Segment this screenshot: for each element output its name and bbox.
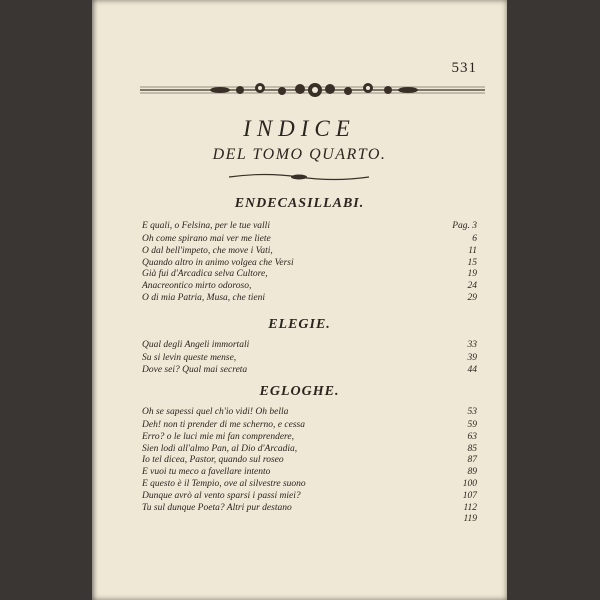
entries-egloghe: [142, 405, 477, 526]
index-subtitle: DEL TOMO QUARTO.: [212, 146, 387, 163]
entry-page-number: Pag. 3: [452, 221, 477, 231]
entry-page-number: 33: [467, 340, 477, 350]
entry-first-line: Qual degli Angeli immortali: [142, 340, 250, 350]
small-divider-ornament: [224, 172, 374, 182]
list-item: [142, 365, 477, 377]
entry-page-number: 11: [468, 245, 477, 256]
entry-page-number: 87: [467, 455, 477, 466]
entry-first-line: Già fui d'Arcadica selva Cultore,: [142, 269, 268, 280]
entry-first-line: Quando altro in animo volgea che Versi: [142, 257, 294, 268]
entry-first-line: Dunque avrò al vento sparsi i passi miei?: [142, 490, 301, 501]
entries-elegie: [142, 338, 477, 377]
entry-page-number: 15: [467, 257, 477, 268]
entry-page-number: 6: [472, 234, 477, 244]
list-item: [142, 338, 477, 353]
list-item: [142, 420, 477, 432]
page-number: 531: [451, 60, 477, 76]
list-item: [142, 293, 477, 305]
entry-page-number: 53: [467, 407, 477, 417]
entry-page-number: 59: [467, 420, 477, 430]
entry-first-line: Su si levin queste mense,: [142, 353, 237, 363]
list-item: [142, 219, 477, 234]
section-heading-endecasillabi: ENDECASILLABI.: [234, 196, 365, 211]
list-item: [142, 353, 477, 365]
index-title: INDICE: [243, 116, 356, 141]
list-item: [142, 405, 477, 420]
entry-page-number: 63: [467, 431, 477, 442]
entry-first-line: Tu sul dunque Poeta? Altri pur destano: [142, 502, 292, 513]
entry-first-line: O di mia Patria, Musa, che tieni: [142, 292, 265, 303]
book-page: [92, 0, 507, 600]
list-item: [142, 246, 477, 258]
list-item: [142, 514, 477, 526]
list-item: [142, 491, 477, 503]
section-heading-egloghe: EGLOGHE.: [259, 384, 340, 399]
entry-first-line: O dal bell'impeto, che move i Vati,: [142, 245, 273, 256]
page-gutter-shadow: [92, 0, 98, 600]
list-item: [142, 258, 477, 270]
entries-endecasillabi: [142, 219, 477, 305]
entry-page-number: 39: [467, 353, 477, 363]
entry-page-number: 85: [467, 443, 477, 454]
list-item: [142, 503, 477, 515]
entry-first-line: Anacreontico mirto odoroso,: [142, 281, 252, 292]
entry-first-line: Io tel dicea, Pastor, quando sul roseo: [142, 455, 284, 466]
entry-page-number: 29: [467, 292, 477, 303]
entry-first-line: E quali, o Felsina, per le tue valli: [142, 221, 270, 231]
entry-first-line: Oh come spirano mai ver me liete: [142, 234, 271, 244]
list-item: [142, 444, 477, 456]
list-item: [142, 432, 477, 444]
entry-page-number: 89: [467, 467, 477, 478]
entry-page-number: 19: [467, 269, 477, 280]
entry-page-number: 100: [462, 478, 477, 489]
entry-first-line: Sien lodi all'almo Pan, al Dio d'Arcadia,: [142, 443, 298, 454]
list-item: [142, 467, 477, 479]
section-heading-elegie: ELEGIE.: [268, 317, 331, 332]
list-item: [142, 269, 477, 281]
entry-first-line: Oh se sapessi quel ch'io vidi! Oh bella: [142, 407, 289, 417]
entry-page-number: 44: [467, 364, 477, 375]
entry-first-line: Erro? o le luci mie mi fan comprendere,: [142, 431, 294, 442]
entry-page-number: 107: [462, 490, 477, 501]
list-item: [142, 455, 477, 467]
list-item: [142, 234, 477, 246]
entry-page-number: 119: [463, 514, 477, 525]
floral-ornament-band: [140, 80, 485, 100]
list-item: [142, 479, 477, 491]
list-item: [142, 281, 477, 293]
entry-page-number: 112: [463, 502, 477, 513]
entry-first-line: Deh! non ti prender di me scherno, e cessa: [142, 420, 305, 430]
entry-page-number: 24: [467, 281, 477, 292]
entry-first-line: E questo è il Tempio, ove al silvestre suono: [142, 478, 306, 489]
entry-first-line: Dove sei? Qual mai secreta: [142, 364, 248, 375]
entry-first-line: E vuoi tu meco a favellare intento: [142, 467, 271, 478]
